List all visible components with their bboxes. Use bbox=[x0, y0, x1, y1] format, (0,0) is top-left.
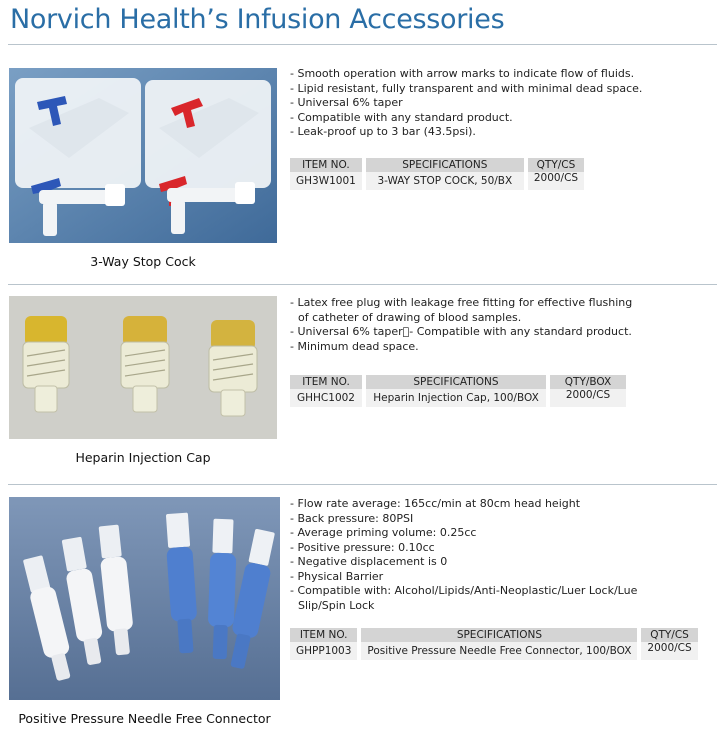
feature-item: - Leak-proof up to 3 bar (43.5psi). bbox=[290, 125, 710, 140]
table-row bbox=[290, 172, 584, 190]
quantity-cell: 2000/CS bbox=[641, 642, 697, 660]
column-header: QTY/CS bbox=[528, 158, 584, 172]
column-header: SPECIFICATIONS bbox=[366, 375, 546, 389]
feature-item: - Lipid resistant, fully transparent and with minimal dead space. bbox=[290, 82, 710, 97]
specification-cell: Positive Pressure Needle Free Connector, 100/BOX bbox=[361, 642, 637, 660]
item-number-cell: GHPP1003 bbox=[290, 642, 357, 660]
feature-item: - Physical Barrier bbox=[290, 570, 650, 585]
item-number-cell: GH3W1001 bbox=[290, 172, 362, 190]
table-row bbox=[290, 389, 626, 407]
needle-free-connector-photo bbox=[9, 497, 280, 700]
spec-table bbox=[286, 628, 702, 660]
feature-item: - Smooth operation with arrow marks to indicate flow of fluids. bbox=[290, 67, 710, 82]
specification-cell: 3-WAY STOP COCK, 50/BX bbox=[366, 172, 524, 190]
section-divider bbox=[8, 284, 717, 285]
column-header: SPECIFICATIONS bbox=[361, 628, 637, 642]
feature-item: - Compatible with any standard product. bbox=[290, 111, 710, 126]
item-number-cell: GHHC1002 bbox=[290, 389, 362, 407]
specification-cell: Heparin Injection Cap, 100/BOX bbox=[366, 389, 546, 407]
column-header: QTY/CS bbox=[641, 628, 697, 642]
column-header: ITEM NO. bbox=[290, 158, 362, 172]
spec-table bbox=[286, 375, 630, 407]
heparin-cap-photo bbox=[9, 296, 277, 439]
column-header: ITEM NO. bbox=[290, 375, 362, 389]
page-title: Norvich Health’s Infusion Accessories bbox=[10, 4, 505, 35]
product-caption: Positive Pressure Needle Free Connector bbox=[18, 711, 271, 726]
feature-list bbox=[290, 296, 640, 354]
table-row bbox=[290, 642, 698, 660]
feature-list bbox=[290, 67, 710, 140]
feature-item: - Latex free plug with leakage free fitting for effective flushing of catheter of drawing of blood samples. bbox=[290, 296, 640, 325]
feature-item: - Universal 6% taper - Compatible with any standard product. bbox=[290, 325, 640, 340]
product-caption: Heparin Injection Cap bbox=[75, 450, 211, 465]
quantity-cell: 2000/CS bbox=[528, 172, 584, 190]
feature-item: - Negative displacement is 0 bbox=[290, 555, 650, 570]
quantity-cell: 2000/CS bbox=[550, 389, 626, 407]
feature-list bbox=[290, 497, 650, 613]
section-divider bbox=[8, 484, 717, 485]
stop-cock-photo bbox=[9, 68, 277, 243]
product-caption: 3-Way Stop Cock bbox=[90, 254, 196, 269]
feature-item: - Flow rate average: 165cc/min at 80cm head height bbox=[290, 497, 650, 512]
feature-item: - Minimum dead space. bbox=[290, 340, 640, 355]
feature-item: - Universal 6% taper bbox=[290, 96, 710, 111]
feature-item: - Positive pressure: 0.10cc bbox=[290, 541, 650, 556]
column-header: QTY/BOX bbox=[550, 375, 626, 389]
column-header: SPECIFICATIONS bbox=[366, 158, 524, 172]
feature-item: - Average priming volume: 0.25cc bbox=[290, 526, 650, 541]
feature-item: - Compatible with: Alcohol/Lipids/Anti-Neoplastic/Luer Lock/Lue Slip/Spin Lock bbox=[290, 584, 650, 613]
column-header: ITEM NO. bbox=[290, 628, 357, 642]
title-divider bbox=[8, 44, 717, 45]
spec-table bbox=[286, 158, 588, 190]
feature-item: - Back pressure: 80PSI bbox=[290, 512, 650, 527]
